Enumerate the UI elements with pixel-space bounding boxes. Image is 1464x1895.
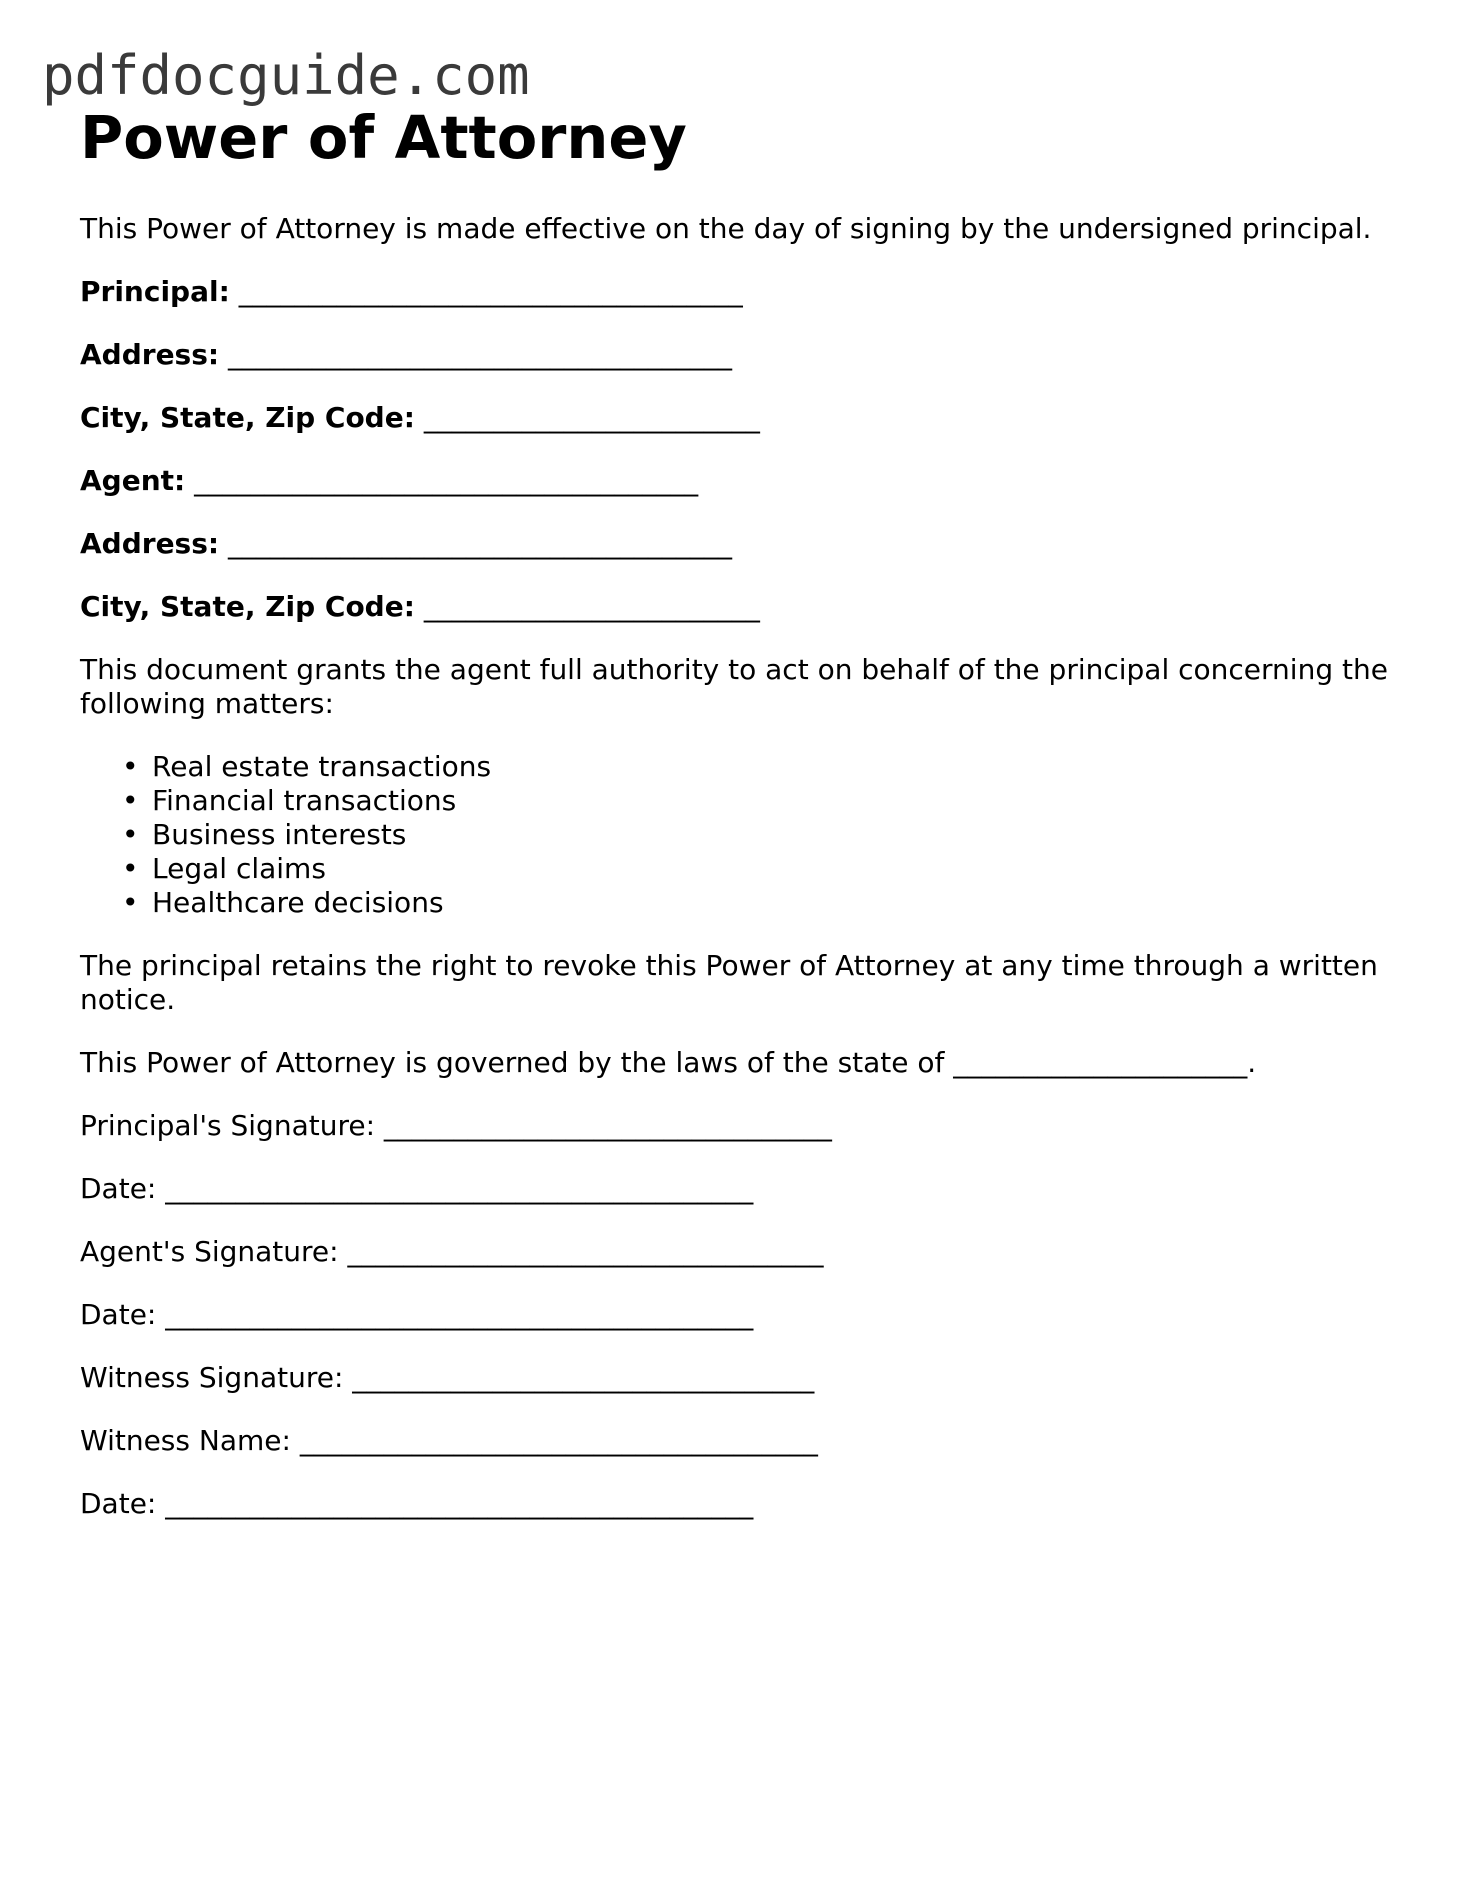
matter-text: Legal claims (152, 852, 326, 885)
principal-date-label: Date: (80, 1172, 157, 1205)
principal-address-field[interactable] (80, 338, 1390, 372)
agent-address-label: Address: (80, 527, 220, 560)
principal-signature-label: Principal's Signature: (80, 1109, 376, 1142)
witness-date-blank[interactable]: __________________________________________ (165, 1487, 754, 1520)
bullet-icon: • (122, 886, 139, 919)
governing-state-blank[interactable]: _____________________ (953, 1046, 1248, 1079)
bullet-icon: • (122, 784, 139, 817)
governing-law-paragraph (80, 1046, 1390, 1080)
witness-signature-label: Witness Signature: (80, 1361, 344, 1394)
list-item (122, 852, 1390, 886)
matter-text: Real estate transactions (152, 750, 492, 783)
list-item (122, 818, 1390, 852)
witness-name-blank[interactable]: _____________________________________ (299, 1424, 818, 1457)
governing-law-text: This Power of Attorney is governed by the laws of the state of (80, 1046, 945, 1079)
matters-list (80, 750, 1390, 920)
matter-text: Financial transactions (152, 784, 457, 817)
agent-date-field[interactable] (80, 1298, 1390, 1332)
witness-signature-field[interactable] (80, 1361, 1390, 1395)
principal-date-blank[interactable]: __________________________________________ (165, 1172, 754, 1205)
agent-address-blank[interactable]: ____________________________________ (228, 527, 732, 560)
list-item (122, 886, 1390, 920)
authority-paragraph: This document grants the agent full authority to act on behalf of the principal concerning the following matters: (80, 653, 1388, 720)
principal-city-state-zip-label: City, State, Zip Code: (80, 401, 415, 434)
principal-address-blank[interactable]: ____________________________________ (228, 338, 732, 371)
revoke-paragraph: The principal retains the right to revoke this Power of Attorney at any time through a written notice. (80, 949, 1378, 1016)
matter-text: Business interests (152, 818, 407, 851)
governing-law-period: . (1247, 1046, 1257, 1079)
principal-address-label: Address: (80, 338, 220, 371)
agent-blank[interactable]: ____________________________________ (194, 464, 699, 497)
principal-blank[interactable]: ____________________________________ (238, 275, 743, 308)
agent-city-state-zip-field[interactable] (80, 590, 1390, 624)
principal-date-field[interactable] (80, 1172, 1390, 1206)
witness-date-label: Date: (80, 1487, 157, 1520)
agent-signature-blank[interactable]: __________________________________ (347, 1235, 824, 1268)
principal-field[interactable] (80, 275, 1390, 309)
witness-name-label: Witness Name: (80, 1424, 291, 1457)
principal-signature-blank[interactable]: ________________________________ (383, 1109, 832, 1142)
principal-city-state-zip-field[interactable] (80, 401, 1390, 435)
bullet-icon: • (122, 818, 139, 851)
principal-city-state-zip-blank[interactable]: ________________________ (423, 401, 760, 434)
agent-signature-label: Agent's Signature: (80, 1235, 339, 1268)
principal-label: Principal: (80, 275, 230, 308)
bullet-icon: • (122, 852, 139, 885)
agent-field[interactable] (80, 464, 1390, 498)
bullet-icon: • (122, 750, 139, 783)
document-page (80, 100, 1390, 1521)
watermark: pdfdocguide.com (42, 44, 530, 107)
matter-text: Healthcare decisions (152, 886, 444, 919)
agent-date-blank[interactable]: __________________________________________ (165, 1298, 754, 1331)
witness-date-field[interactable] (80, 1487, 1390, 1521)
agent-signature-field[interactable] (80, 1235, 1390, 1269)
list-item (122, 784, 1390, 818)
agent-city-state-zip-label: City, State, Zip Code: (80, 590, 415, 623)
list-item (122, 750, 1390, 784)
document-title: Power of Attorney (80, 103, 687, 172)
witness-name-field[interactable] (80, 1424, 1390, 1458)
agent-address-field[interactable] (80, 527, 1390, 561)
agent-date-label: Date: (80, 1298, 157, 1331)
intro-paragraph: This Power of Attorney is made effective on the day of signing by the undersigned principal. (80, 212, 1372, 245)
witness-signature-blank[interactable]: _________________________________ (352, 1361, 815, 1394)
agent-label: Agent: (80, 464, 186, 497)
principal-signature-field[interactable] (80, 1109, 1390, 1143)
agent-city-state-zip-blank[interactable]: ________________________ (423, 590, 760, 623)
